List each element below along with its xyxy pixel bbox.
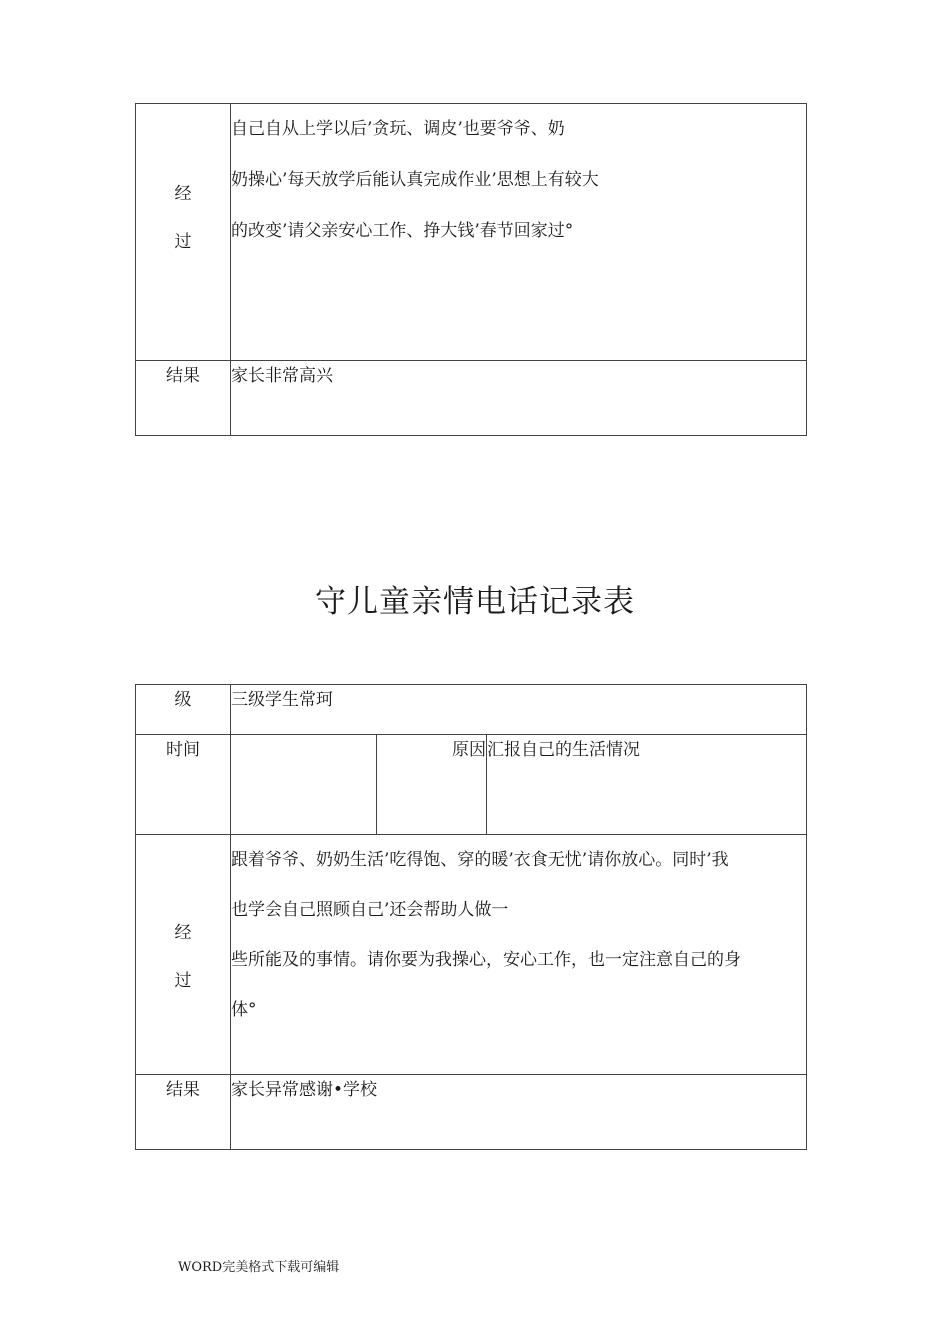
result-label: 结果 — [136, 1075, 231, 1150]
reason-label: 原因 — [377, 735, 487, 835]
process-label-cell — [136, 104, 231, 361]
process-line: 自己自从上学以后’贪玩、调皮’也要爷爷、奶 — [231, 119, 565, 139]
process-line: 跟着爷爷、奶奶生活’吃得饱、穿的暖’衣食无忧’请你放心。同时’我 — [231, 850, 729, 870]
process-text-cell — [231, 104, 807, 361]
time-label: 时间 — [136, 735, 231, 835]
record-table-1 — [135, 103, 807, 436]
process-line: 些所能及的事情。请你要为我操心，安心工作，也一定注意自己的身 — [231, 950, 741, 970]
process-row — [136, 104, 807, 361]
time-value — [231, 735, 377, 835]
page-title: 守儿童亲情电话记录表 — [315, 584, 635, 620]
time-reason-row — [136, 735, 807, 835]
process-line: 奶操心’每天放学后能认真完成作业’思想上有较大 — [231, 170, 599, 190]
result-row — [136, 361, 807, 436]
process-label-jing: 经 — [174, 923, 192, 943]
result-text: 家长非常高兴 — [231, 361, 807, 436]
result-row — [136, 1075, 807, 1150]
process-label-guo: 过 — [174, 971, 192, 991]
result-text: 家长异常感谢•学校 — [231, 1075, 807, 1150]
process-row — [136, 835, 807, 1075]
process-label-jing: 经 — [174, 184, 192, 204]
footer-note: WORD完美格式下载可编辑 — [178, 1260, 340, 1275]
class-value: 三级学生常珂 — [231, 685, 807, 735]
process-text-cell — [231, 835, 807, 1075]
reason-value: 汇报自己的生活情况 — [487, 735, 807, 835]
process-label-guo: 过 — [174, 232, 192, 252]
result-label: 结果 — [136, 361, 231, 436]
record-table-2 — [135, 684, 807, 1150]
class-label: 级 — [136, 685, 231, 735]
process-line: 也学会自己照顾自己’还会帮助人做一 — [231, 900, 509, 920]
process-line: 体° — [231, 1000, 257, 1020]
class-row — [136, 685, 807, 735]
process-line: 的改变’请父亲安心工作、挣大钱’春节回家过° — [231, 221, 574, 241]
process-label-cell — [136, 835, 231, 1075]
